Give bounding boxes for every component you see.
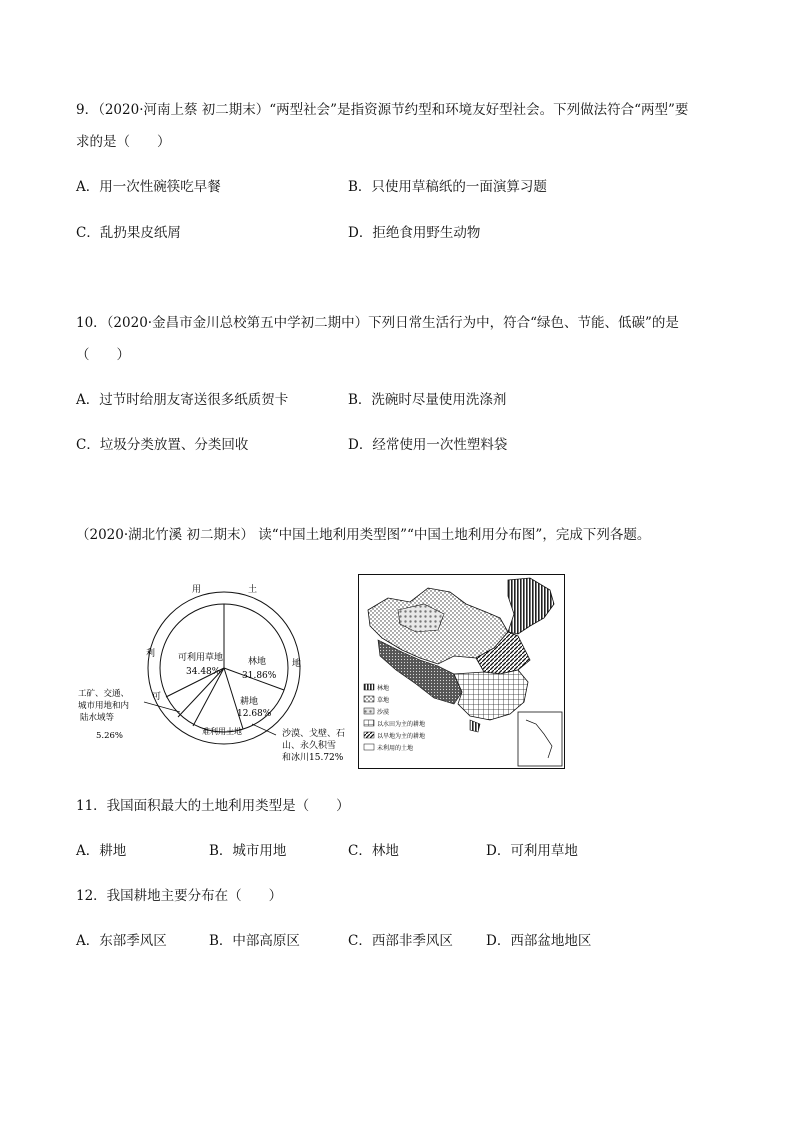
label-farmland-pct: 12.68%	[237, 709, 272, 719]
q12-option-b: B．中部高原区	[209, 933, 300, 949]
label-urban-line2: 城市用地和内	[78, 701, 130, 711]
label-urban-line1: 工矿、交通、	[78, 689, 130, 699]
label-forest: 林地	[248, 657, 267, 667]
urban-callout-line	[144, 702, 180, 712]
legend-swatch-forest	[364, 684, 374, 690]
label-desert-line2: 山、永久积雪	[282, 741, 337, 751]
q10-option-c: C．垃圾分类放置、分类回收	[76, 437, 249, 453]
q9-option-a: A．用一次性碗筷吃早餐	[76, 179, 221, 195]
q12-option-c: C．西部非季风区	[348, 933, 453, 949]
label-urban-pct: 5.26%	[96, 731, 124, 741]
q10-option-b: B．洗碗时尽量使用洗涤剂	[348, 392, 507, 408]
legend-grass: 草地	[377, 697, 390, 704]
legend-swatch-unused	[364, 744, 374, 750]
label-desert-line1: 沙漠、戈壁、石	[282, 729, 346, 739]
group-intro: （2020·湖北竹溪 初二期末） 读“中国土地利用类型图”“中国土地利用分布图”，完成下列各题。	[76, 527, 651, 543]
q9-option-c: C．乱扔果皮纸屑	[76, 225, 181, 241]
ring-char-ke: 可	[152, 692, 162, 702]
legend-unused: 未利用的土地	[377, 745, 414, 752]
q10-option-a: A．过节时给朋友寄送很多纸质贺卡	[76, 392, 289, 408]
q9-option-d: D．拒绝食用野生动物	[348, 225, 481, 241]
label-grassland: 可利用草地	[178, 653, 224, 663]
q11-stem: 11．我国面积最大的土地利用类型是（ ）	[76, 798, 350, 814]
q12-option-d: D．西部盆地地区	[486, 933, 592, 949]
q10-stem-line2: （ ）	[76, 347, 130, 363]
q11-option-d: D．可利用草地	[486, 843, 578, 859]
label-grassland-pct: 34.48%	[186, 667, 221, 677]
q9-stem-line2: 求的是（ ）	[76, 134, 171, 150]
q10-option-d: D．经常使用一次性塑料袋	[348, 437, 508, 453]
q12-option-a: A．东部季风区	[76, 933, 167, 949]
label-forest-pct: 31.86%	[242, 671, 277, 681]
legend-swatch-desert	[364, 708, 374, 714]
q9-stem-line1: 9．（2020·河南上蔡 初二期末）“两型社会”是指资源节约型和环境友好型社会。下列做法符合“两型”要	[76, 102, 689, 118]
label-unused-land: 难利用土地	[202, 727, 242, 736]
q10-stem-line1: 10．（2020·金昌市金川总校第五中学初二期中）下列日常生活行为中，符合“绿色、节能、低碳”的是	[76, 315, 679, 331]
legend-paddy: 以水田为主的耕地	[377, 721, 426, 728]
land-use-map-figure	[358, 574, 566, 770]
ring-char-tu: 土	[248, 585, 258, 595]
label-farmland: 耕地	[240, 697, 259, 707]
legend-swatch-dry	[364, 732, 374, 738]
q9-option-b: B．只使用草稿纸的一面演算习题	[348, 179, 547, 195]
label-desert-line3: 和冰川15.72%	[282, 753, 344, 763]
map-inset-frame	[518, 712, 562, 766]
land-use-pie-figure	[76, 574, 348, 770]
legend-swatch-paddy	[364, 720, 374, 726]
label-urban-line3: 陆水域等	[80, 713, 115, 723]
desert-callout-line	[252, 724, 276, 735]
q11-option-a: A．耕地	[76, 843, 127, 859]
ring-char-yong: 用	[192, 585, 202, 595]
q11-option-c: C．林地	[348, 843, 399, 859]
legend-forest: 林地	[377, 685, 390, 692]
legend-desert: 沙漠	[377, 709, 390, 716]
ring-char-li: 利	[146, 649, 156, 659]
q11-option-b: B．城市用地	[209, 843, 287, 859]
legend-dry: 以旱地为主的耕地	[377, 733, 426, 740]
q12-stem: 12．我国耕地主要分布在（ ）	[76, 888, 283, 904]
ring-char-di: 地	[292, 659, 302, 669]
legend-swatch-grass	[364, 696, 374, 702]
